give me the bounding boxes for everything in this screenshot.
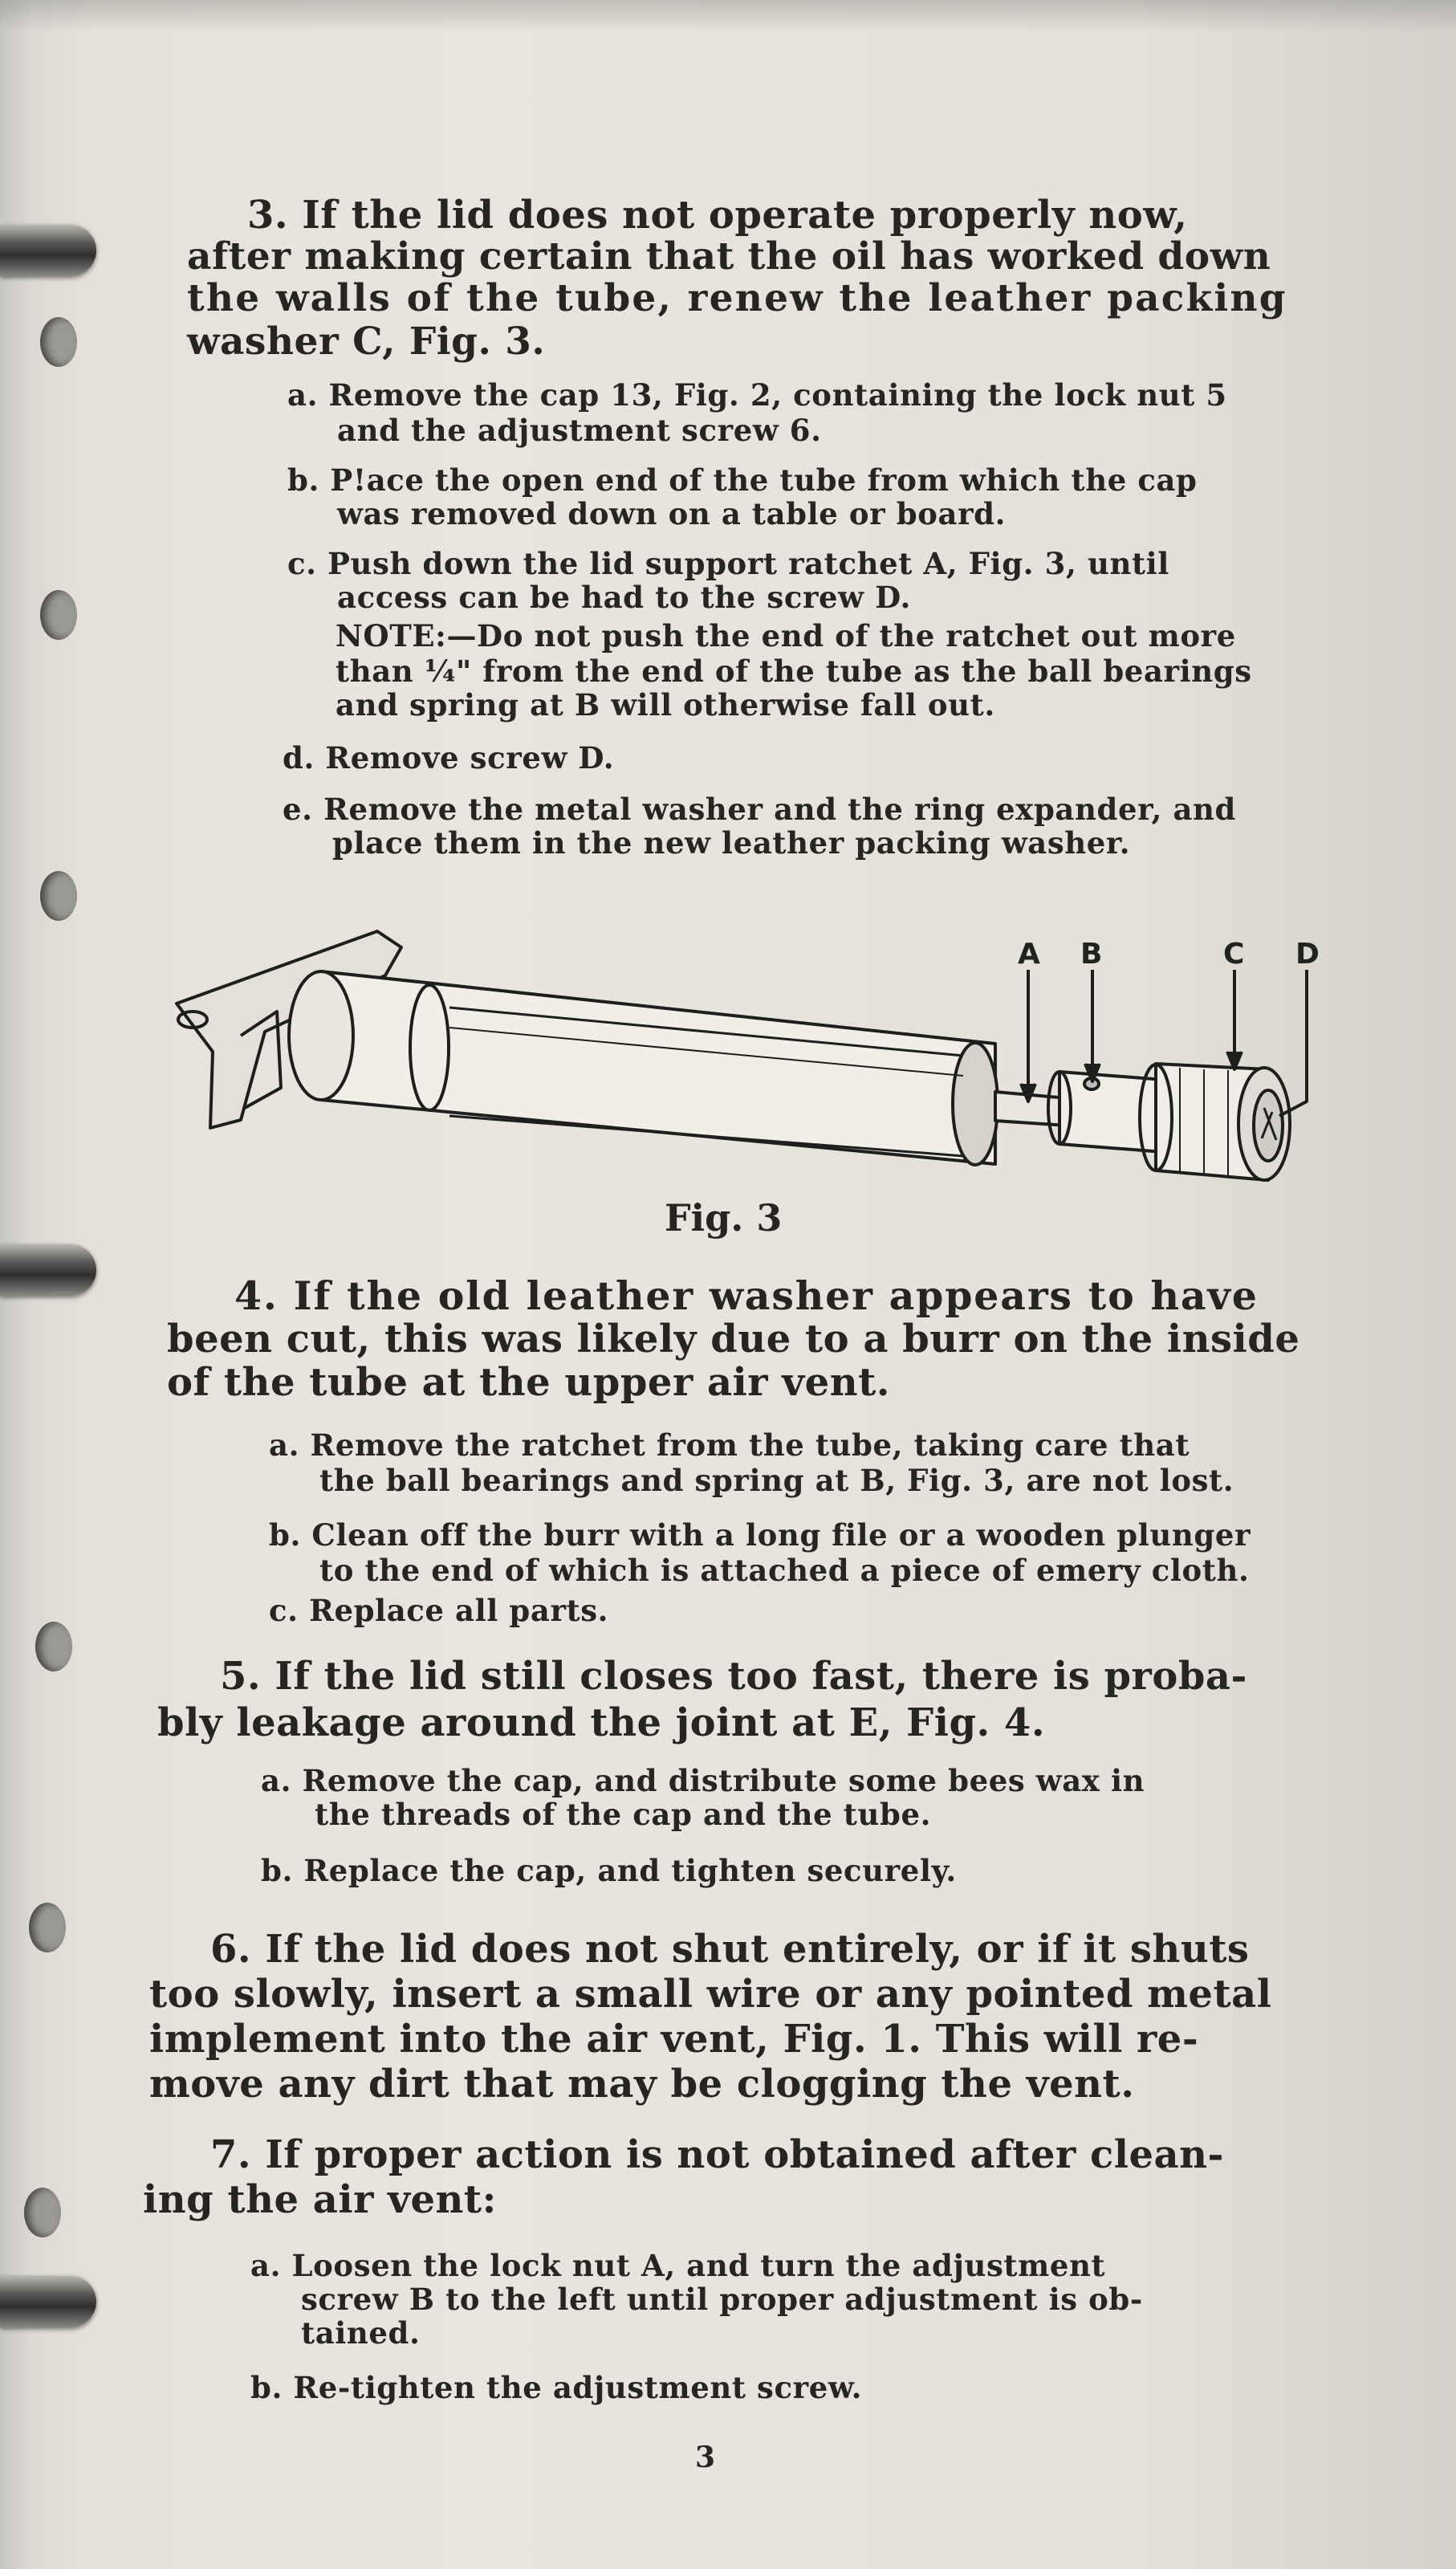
- text-line: of the tube at the upper air vent.: [167, 1360, 890, 1405]
- figure-label-d: D: [1295, 938, 1320, 971]
- text-line: 7. If proper action is not obtained after clean-: [210, 2132, 1224, 2177]
- text-line: screw B to the left until proper adjustment is ob-: [301, 2282, 1143, 2317]
- text-line: the threads of the cap and the tube.: [315, 1797, 932, 1832]
- text-line: after making certain that the oil has worked down: [187, 234, 1271, 279]
- text-line: than ¼" from the end of the tube as the ball bearings: [336, 653, 1252, 689]
- text-line: bly leakage around the joint at E, Fig. 4.: [157, 1700, 1046, 1745]
- text-line: 5. If the lid still closes too fast, there is proba-: [220, 1654, 1247, 1699]
- text-line: place them in the new leather packing washer.: [332, 825, 1131, 861]
- text-line: b. Clean off the burr with a long file or a wooden plunger: [269, 1517, 1251, 1553]
- text-line: move any dirt that may be clogging the vent.: [149, 2062, 1135, 2107]
- text-line: 4. If the old leather washer appears to have: [234, 1272, 1259, 1319]
- ball-housing: [1059, 1072, 1164, 1152]
- binder-ring: [0, 2276, 96, 2327]
- text-line: access can be had to the screw D.: [337, 580, 911, 615]
- text-line: been cut, this was likely due to a burr on the inside: [167, 1317, 1300, 1362]
- main-tube: [321, 971, 995, 1164]
- text-line: e. Remove the metal washer and the ring expander, and: [283, 792, 1237, 827]
- binder-hole: [40, 590, 77, 640]
- text-line: the walls of the tube, renew the leather packing: [187, 276, 1287, 320]
- text-line: d. Remove screw D.: [283, 740, 615, 776]
- figure-caption: Fig. 3: [665, 1196, 783, 1240]
- text-line: b. Re-tighten the adjustment screw.: [250, 2370, 863, 2405]
- binder-hole: [29, 1903, 66, 1952]
- binder-hole: [40, 317, 77, 367]
- text-line: a. Remove the ratchet from the tube, taking care that: [269, 1427, 1190, 1463]
- figure-label-a: A: [1018, 938, 1040, 971]
- text-line: to the end of which is attached a piece of emery cloth.: [319, 1553, 1250, 1588]
- figure-label-c: C: [1223, 938, 1245, 971]
- text-line: 6. If the lid does not shut entirely, or if it shuts: [210, 1927, 1250, 1972]
- text-line: tained.: [301, 2315, 421, 2351]
- binder-ring: [0, 225, 96, 276]
- text-line: b. P!ace the open end of the tube from which the cap: [287, 462, 1198, 498]
- binder-hole: [24, 2188, 61, 2237]
- text-line: implement into the air vent, Fig. 1. This will re-: [149, 2017, 1199, 2062]
- binder-hole: [35, 1622, 72, 1671]
- text-line: the ball bearings and spring at B, Fig. 3, are not lost.: [319, 1463, 1234, 1498]
- binder-hole: [40, 871, 77, 921]
- page-number: 3: [695, 2441, 716, 2474]
- text-line: was removed down on a table or board.: [337, 496, 1007, 531]
- binder-ring: [0, 1244, 96, 1296]
- text-line: a. Remove the cap, and distribute some bees wax in: [261, 1763, 1145, 1798]
- text-line: and the adjustment screw 6.: [337, 413, 822, 448]
- text-line: c. Push down the lid support ratchet A, Fig. 3, until: [287, 546, 1169, 581]
- text-line: washer C, Fig. 3.: [187, 320, 546, 364]
- text-line: a. Loosen the lock nut A, and turn the adjustment: [250, 2248, 1106, 2283]
- text-line: ing the air vent:: [143, 2177, 497, 2222]
- text-line: and spring at B will otherwise fall out.: [336, 687, 995, 723]
- text-line: too slowly, insert a small wire or any pointed metal: [149, 1972, 1272, 2017]
- text-line: a. Remove the cap 13, Fig. 2, containing the lock nut 5: [287, 377, 1227, 413]
- text-line: c. Replace all parts.: [269, 1593, 609, 1628]
- text-line: 3. If the lid does not operate properly now,: [247, 193, 1188, 238]
- text-line: b. Replace the cap, and tighten securely.: [261, 1853, 957, 1888]
- text-line: NOTE:—Do not push the end of the ratchet out more: [336, 618, 1236, 653]
- figure-label-b: B: [1080, 938, 1103, 971]
